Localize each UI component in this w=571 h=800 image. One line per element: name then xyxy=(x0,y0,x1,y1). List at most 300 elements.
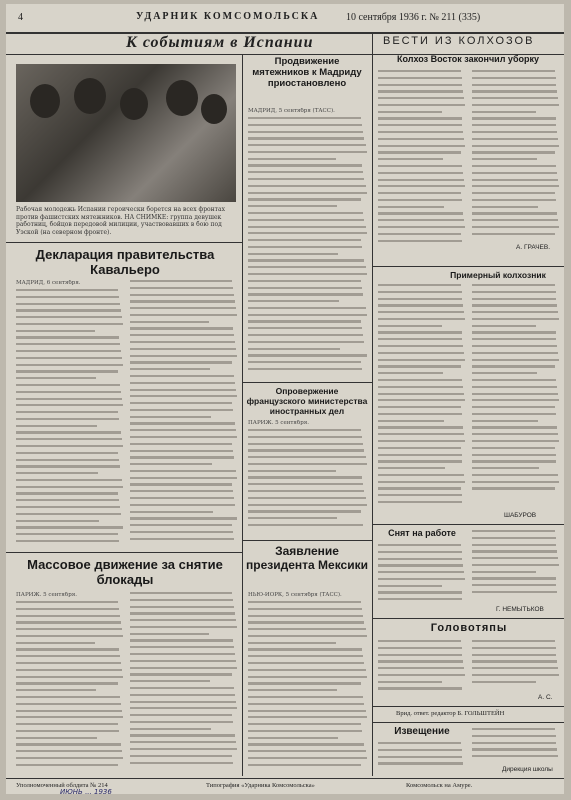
text-line xyxy=(16,716,123,718)
text-line xyxy=(130,361,232,363)
text-line xyxy=(16,411,118,413)
signature-vostok: А. ГРАЧЕВ. xyxy=(516,244,551,251)
text-line xyxy=(378,131,463,133)
text-line xyxy=(378,454,462,456)
text-line xyxy=(16,452,118,454)
text-line xyxy=(378,571,464,573)
lead-madrid: МАДРИД, 5 сентября (ТАСС). xyxy=(248,108,335,114)
text-line xyxy=(248,178,364,180)
text-line xyxy=(248,449,364,451)
text-line xyxy=(378,151,461,153)
text-line xyxy=(378,226,465,228)
text-line xyxy=(472,70,555,72)
text-line xyxy=(130,606,234,608)
footer-middle: Типография «Ударника Комсомольска» xyxy=(206,782,315,789)
text-line xyxy=(248,266,366,268)
text-line xyxy=(248,750,366,752)
text-line xyxy=(378,298,462,300)
text-line xyxy=(16,445,123,447)
text-line xyxy=(130,734,235,736)
text-line xyxy=(378,640,461,642)
text-line xyxy=(378,667,464,669)
text-line xyxy=(16,703,121,705)
text-line xyxy=(248,144,366,146)
text-line xyxy=(248,524,363,526)
text-line xyxy=(248,307,366,309)
text-line xyxy=(378,433,464,435)
text-line xyxy=(248,287,362,289)
text-line xyxy=(16,459,119,461)
issue-date: 10 сентября 1936 г. № 211 (335) xyxy=(346,12,481,23)
masthead xyxy=(6,4,564,34)
text-line xyxy=(248,682,361,684)
text-line xyxy=(16,621,121,623)
text-line xyxy=(16,370,118,372)
text-line xyxy=(472,399,559,401)
text-line xyxy=(472,372,537,374)
text-golovotyapy-col2 xyxy=(472,640,560,692)
text-line xyxy=(130,348,236,350)
text-line xyxy=(378,90,463,92)
text-line xyxy=(16,350,121,352)
text-line xyxy=(378,687,462,689)
text-line xyxy=(248,716,367,718)
text-line xyxy=(248,368,362,370)
headline-declaration: Декларация правительства Кавальеро xyxy=(35,247,215,277)
text-line xyxy=(472,304,557,306)
text-line xyxy=(16,323,123,325)
text-france xyxy=(248,429,368,537)
text-line xyxy=(16,506,120,508)
text-line xyxy=(378,578,465,580)
text-line xyxy=(248,158,336,160)
text-line xyxy=(248,628,366,630)
text-line xyxy=(378,331,462,333)
signature-shift: Г. НЕМЫТЬКОВ xyxy=(496,606,544,613)
text-line xyxy=(16,479,122,481)
text-line xyxy=(248,696,363,698)
text-line xyxy=(130,633,209,635)
text-line xyxy=(248,737,338,739)
text-line xyxy=(472,111,536,113)
text-line xyxy=(472,557,558,559)
text-line xyxy=(248,436,362,438)
text-declaration-col2 xyxy=(130,280,238,549)
text-line xyxy=(378,185,465,187)
text-izveshchenie-col1 xyxy=(378,742,466,774)
text-line xyxy=(378,192,461,194)
text-line xyxy=(130,694,235,696)
text-line xyxy=(16,316,122,318)
text-line xyxy=(248,764,361,766)
text-line xyxy=(248,723,361,725)
text-line xyxy=(472,667,558,669)
text-line xyxy=(472,226,559,228)
text-izveshchenie-col2 xyxy=(472,728,560,766)
text-line xyxy=(472,291,556,293)
text-line xyxy=(378,393,464,395)
text-line xyxy=(16,533,118,535)
text-mexico xyxy=(248,601,368,773)
text-line xyxy=(130,477,237,479)
text-line xyxy=(248,280,361,282)
text-mass-col2 xyxy=(130,592,238,773)
text-line xyxy=(472,185,559,187)
text-line xyxy=(130,409,233,411)
text-line xyxy=(130,687,234,689)
text-line xyxy=(16,655,120,657)
text-line xyxy=(130,382,235,384)
text-line xyxy=(130,497,234,499)
text-line xyxy=(130,592,232,594)
text-line xyxy=(248,476,362,478)
text-line xyxy=(248,314,367,316)
text-line xyxy=(248,743,364,745)
text-line xyxy=(472,311,558,313)
text-line xyxy=(378,372,443,374)
text-line xyxy=(130,639,233,641)
text-line xyxy=(472,138,558,140)
kolkhoz-section-title: ВЕСТИ ИЗ КОЛХОЗОВ xyxy=(383,35,535,47)
text-line xyxy=(248,470,336,472)
text-line xyxy=(472,77,556,79)
text-line xyxy=(130,646,234,648)
text-line xyxy=(378,233,461,235)
text-line xyxy=(378,284,461,286)
text-line xyxy=(248,259,364,261)
text-line xyxy=(248,463,367,465)
text-line xyxy=(16,601,118,603)
text-line xyxy=(472,550,557,552)
text-line xyxy=(472,233,555,235)
text-line xyxy=(130,334,234,336)
handwritten-note: ИЮНЬ ... 1936 xyxy=(60,788,112,796)
text-line xyxy=(378,145,465,147)
text-line xyxy=(378,420,444,422)
text-line xyxy=(16,472,98,474)
text-line xyxy=(130,531,233,533)
text-line xyxy=(248,239,361,241)
text-line xyxy=(472,298,556,300)
photo-spanish-militia xyxy=(16,64,236,202)
text-line xyxy=(16,743,121,745)
text-line xyxy=(248,341,364,343)
headline-mexico: Заявление президента Мексики xyxy=(246,544,368,572)
text-line xyxy=(472,406,555,408)
text-line xyxy=(472,660,557,662)
text-line xyxy=(378,474,464,476)
text-line xyxy=(248,483,363,485)
lead-france: ПАРИЖ. 5 сентября. xyxy=(248,420,309,426)
text-shift-col1 xyxy=(378,544,466,608)
text-line xyxy=(130,341,235,343)
text-line xyxy=(472,131,557,133)
text-line xyxy=(16,757,123,759)
headline-shift: Снят на работе xyxy=(388,528,456,538)
text-line xyxy=(378,742,461,744)
text-line xyxy=(472,219,558,221)
text-line xyxy=(472,179,558,181)
text-line xyxy=(248,226,366,228)
text-line xyxy=(16,764,118,766)
text-line xyxy=(130,762,233,764)
text-line xyxy=(472,124,556,126)
text-line xyxy=(472,331,556,333)
text-line xyxy=(472,393,558,395)
text-line xyxy=(472,467,539,469)
text-line xyxy=(130,748,237,750)
text-line xyxy=(378,447,461,449)
text-line xyxy=(248,219,364,221)
text-line xyxy=(378,564,463,566)
text-line xyxy=(130,355,237,357)
text-line xyxy=(472,748,557,750)
text-shift-col2 xyxy=(472,530,560,602)
text-line xyxy=(472,447,555,449)
text-line xyxy=(16,608,119,610)
text-line xyxy=(16,628,122,630)
text-line xyxy=(16,377,96,379)
signature-izveshchenie: Дирекция школы xyxy=(502,766,553,773)
text-line xyxy=(472,728,555,730)
text-line xyxy=(378,558,462,560)
text-line xyxy=(378,426,463,428)
headline-izveshchenie: Извещение xyxy=(394,726,450,737)
text-line xyxy=(472,591,557,593)
text-line xyxy=(472,584,556,586)
text-line xyxy=(378,291,462,293)
text-line xyxy=(248,655,363,657)
text-line xyxy=(472,735,556,737)
text-line xyxy=(130,327,233,329)
text-line xyxy=(378,762,463,764)
text-line xyxy=(378,399,465,401)
headline-golovotyapy: Головотяпы xyxy=(430,622,508,634)
text-mass-col1 xyxy=(16,601,124,773)
text-line xyxy=(472,530,555,532)
text-line xyxy=(378,494,462,496)
text-line xyxy=(472,481,559,483)
newspaper-title: УДАРНИК КОМСОМОЛЬСКА xyxy=(136,11,320,22)
text-line xyxy=(472,206,538,208)
text-line xyxy=(378,84,462,86)
text-line xyxy=(472,564,559,566)
text-line xyxy=(130,280,232,282)
text-line xyxy=(472,90,557,92)
text-line xyxy=(130,701,236,703)
headline-mass-movement: Массовое движение за снятие блокады xyxy=(27,557,223,587)
text-golovotyapy-col1 xyxy=(378,640,466,698)
text-line xyxy=(16,499,119,501)
text-line xyxy=(16,750,122,752)
text-line xyxy=(16,296,119,298)
text-line xyxy=(16,540,119,542)
text-line xyxy=(248,334,363,336)
headline-madrid: Продвижение мятежников к Мадриду приостановлено xyxy=(252,56,362,89)
signature-primer: ШАБУРОВ xyxy=(504,512,537,519)
text-line xyxy=(378,756,462,758)
text-line xyxy=(472,413,556,415)
text-line xyxy=(378,379,462,381)
text-line xyxy=(378,240,462,242)
text-line xyxy=(16,418,119,420)
text-line xyxy=(248,703,364,705)
text-line xyxy=(16,289,118,291)
text-line xyxy=(248,669,366,671)
text-line xyxy=(472,474,558,476)
text-line xyxy=(130,368,210,370)
text-line xyxy=(472,151,555,153)
text-line xyxy=(378,117,462,119)
lead-declaration: МАДРИД, 6 сентября. xyxy=(16,280,81,286)
text-line xyxy=(16,336,119,338)
text-line xyxy=(16,486,123,488)
text-line xyxy=(130,524,232,526)
text-line xyxy=(248,443,363,445)
text-line xyxy=(16,648,119,650)
text-line xyxy=(130,314,237,316)
text-line xyxy=(248,293,363,295)
text-line xyxy=(378,585,442,587)
text-line xyxy=(248,429,361,431)
text-line xyxy=(130,300,235,302)
text-line xyxy=(472,454,556,456)
text-line xyxy=(16,513,121,515)
text-madrid xyxy=(248,117,368,379)
text-line xyxy=(378,681,442,683)
text-line xyxy=(248,192,367,194)
text-line xyxy=(248,320,361,322)
text-line xyxy=(472,199,556,201)
text-line xyxy=(16,710,122,712)
text-line xyxy=(378,591,462,593)
text-line xyxy=(16,425,97,427)
text-line xyxy=(130,707,237,709)
text-line xyxy=(130,389,236,391)
text-line xyxy=(378,345,463,347)
section-banner: К событиям в Испании xyxy=(126,34,314,51)
text-line xyxy=(248,273,367,275)
photo-caption: Рабочая молодежь Испании героически борется на всех фронтах против фашистских мятежников. НА СНИМКЕ: группа девушек работниц, бойцов передовой милиции, участвовавших в бою под Уэской (на северном фронте). xyxy=(16,206,225,236)
text-line xyxy=(378,165,462,167)
text-line xyxy=(248,164,362,166)
text-line xyxy=(378,111,442,113)
text-line xyxy=(248,212,363,214)
text-line xyxy=(130,456,234,458)
text-line xyxy=(472,681,536,683)
text-line xyxy=(130,538,234,540)
text-line xyxy=(16,662,121,664)
text-line xyxy=(472,145,559,147)
text-line xyxy=(378,138,464,140)
text-line xyxy=(472,755,558,757)
text-line xyxy=(472,284,555,286)
text-line xyxy=(378,70,461,72)
text-line xyxy=(472,654,556,656)
text-line xyxy=(130,612,235,614)
text-line xyxy=(248,185,366,187)
text-line xyxy=(378,206,444,208)
text-line xyxy=(248,504,367,506)
text-line xyxy=(16,398,122,400)
text-line xyxy=(472,158,537,160)
text-line xyxy=(378,104,465,106)
text-line xyxy=(16,431,121,433)
text-line xyxy=(472,577,556,579)
text-line xyxy=(472,674,559,676)
text-line xyxy=(472,325,536,327)
footer-right: Комсомольск на Амуре. xyxy=(406,782,473,789)
text-line xyxy=(248,354,367,356)
text-line xyxy=(130,443,232,445)
text-declaration-col1 xyxy=(16,289,124,549)
text-line xyxy=(378,386,463,388)
text-line xyxy=(130,599,233,601)
text-line xyxy=(130,463,212,465)
text-line xyxy=(16,330,95,332)
text-line xyxy=(16,676,123,678)
text-line xyxy=(248,124,362,126)
text-line xyxy=(248,361,361,363)
text-line xyxy=(130,680,210,682)
text-line xyxy=(16,682,118,684)
text-line xyxy=(130,450,233,452)
text-line xyxy=(472,192,555,194)
text-line xyxy=(248,730,362,732)
text-line xyxy=(472,212,557,214)
text-line xyxy=(16,303,120,305)
text-line xyxy=(248,137,364,139)
newspaper-page xyxy=(6,4,564,794)
text-line xyxy=(130,755,232,757)
text-line xyxy=(378,318,465,320)
text-line xyxy=(378,365,461,367)
text-line xyxy=(378,179,464,181)
text-line xyxy=(130,483,232,485)
text-line xyxy=(378,440,465,442)
text-line xyxy=(378,598,462,600)
text-line xyxy=(472,172,557,174)
text-vostok-col1 xyxy=(378,70,466,250)
text-line xyxy=(130,287,233,289)
text-line xyxy=(248,615,363,617)
text-line xyxy=(378,359,465,361)
text-line xyxy=(472,433,558,435)
text-line xyxy=(472,742,556,744)
text-line xyxy=(130,321,209,323)
text-line xyxy=(248,710,366,712)
text-line xyxy=(248,497,366,499)
text-line xyxy=(472,84,556,86)
page-number: 4 xyxy=(18,12,23,23)
text-line xyxy=(16,364,123,366)
text-line xyxy=(378,749,462,751)
text-line xyxy=(472,647,556,649)
text-line xyxy=(378,413,462,415)
text-line xyxy=(378,674,465,676)
signature-golovotyapy: А. С. xyxy=(538,694,553,701)
text-line xyxy=(248,621,364,623)
text-line xyxy=(248,757,367,759)
text-line xyxy=(248,648,362,650)
text-line xyxy=(378,311,464,313)
text-line xyxy=(248,635,367,637)
text-line xyxy=(16,635,123,637)
text-line xyxy=(16,309,121,311)
text-line xyxy=(248,205,337,207)
editor-line: Врид. ответ. редактор Б. ГОЛЬШТЕЙН xyxy=(396,710,505,717)
text-line xyxy=(248,490,364,492)
